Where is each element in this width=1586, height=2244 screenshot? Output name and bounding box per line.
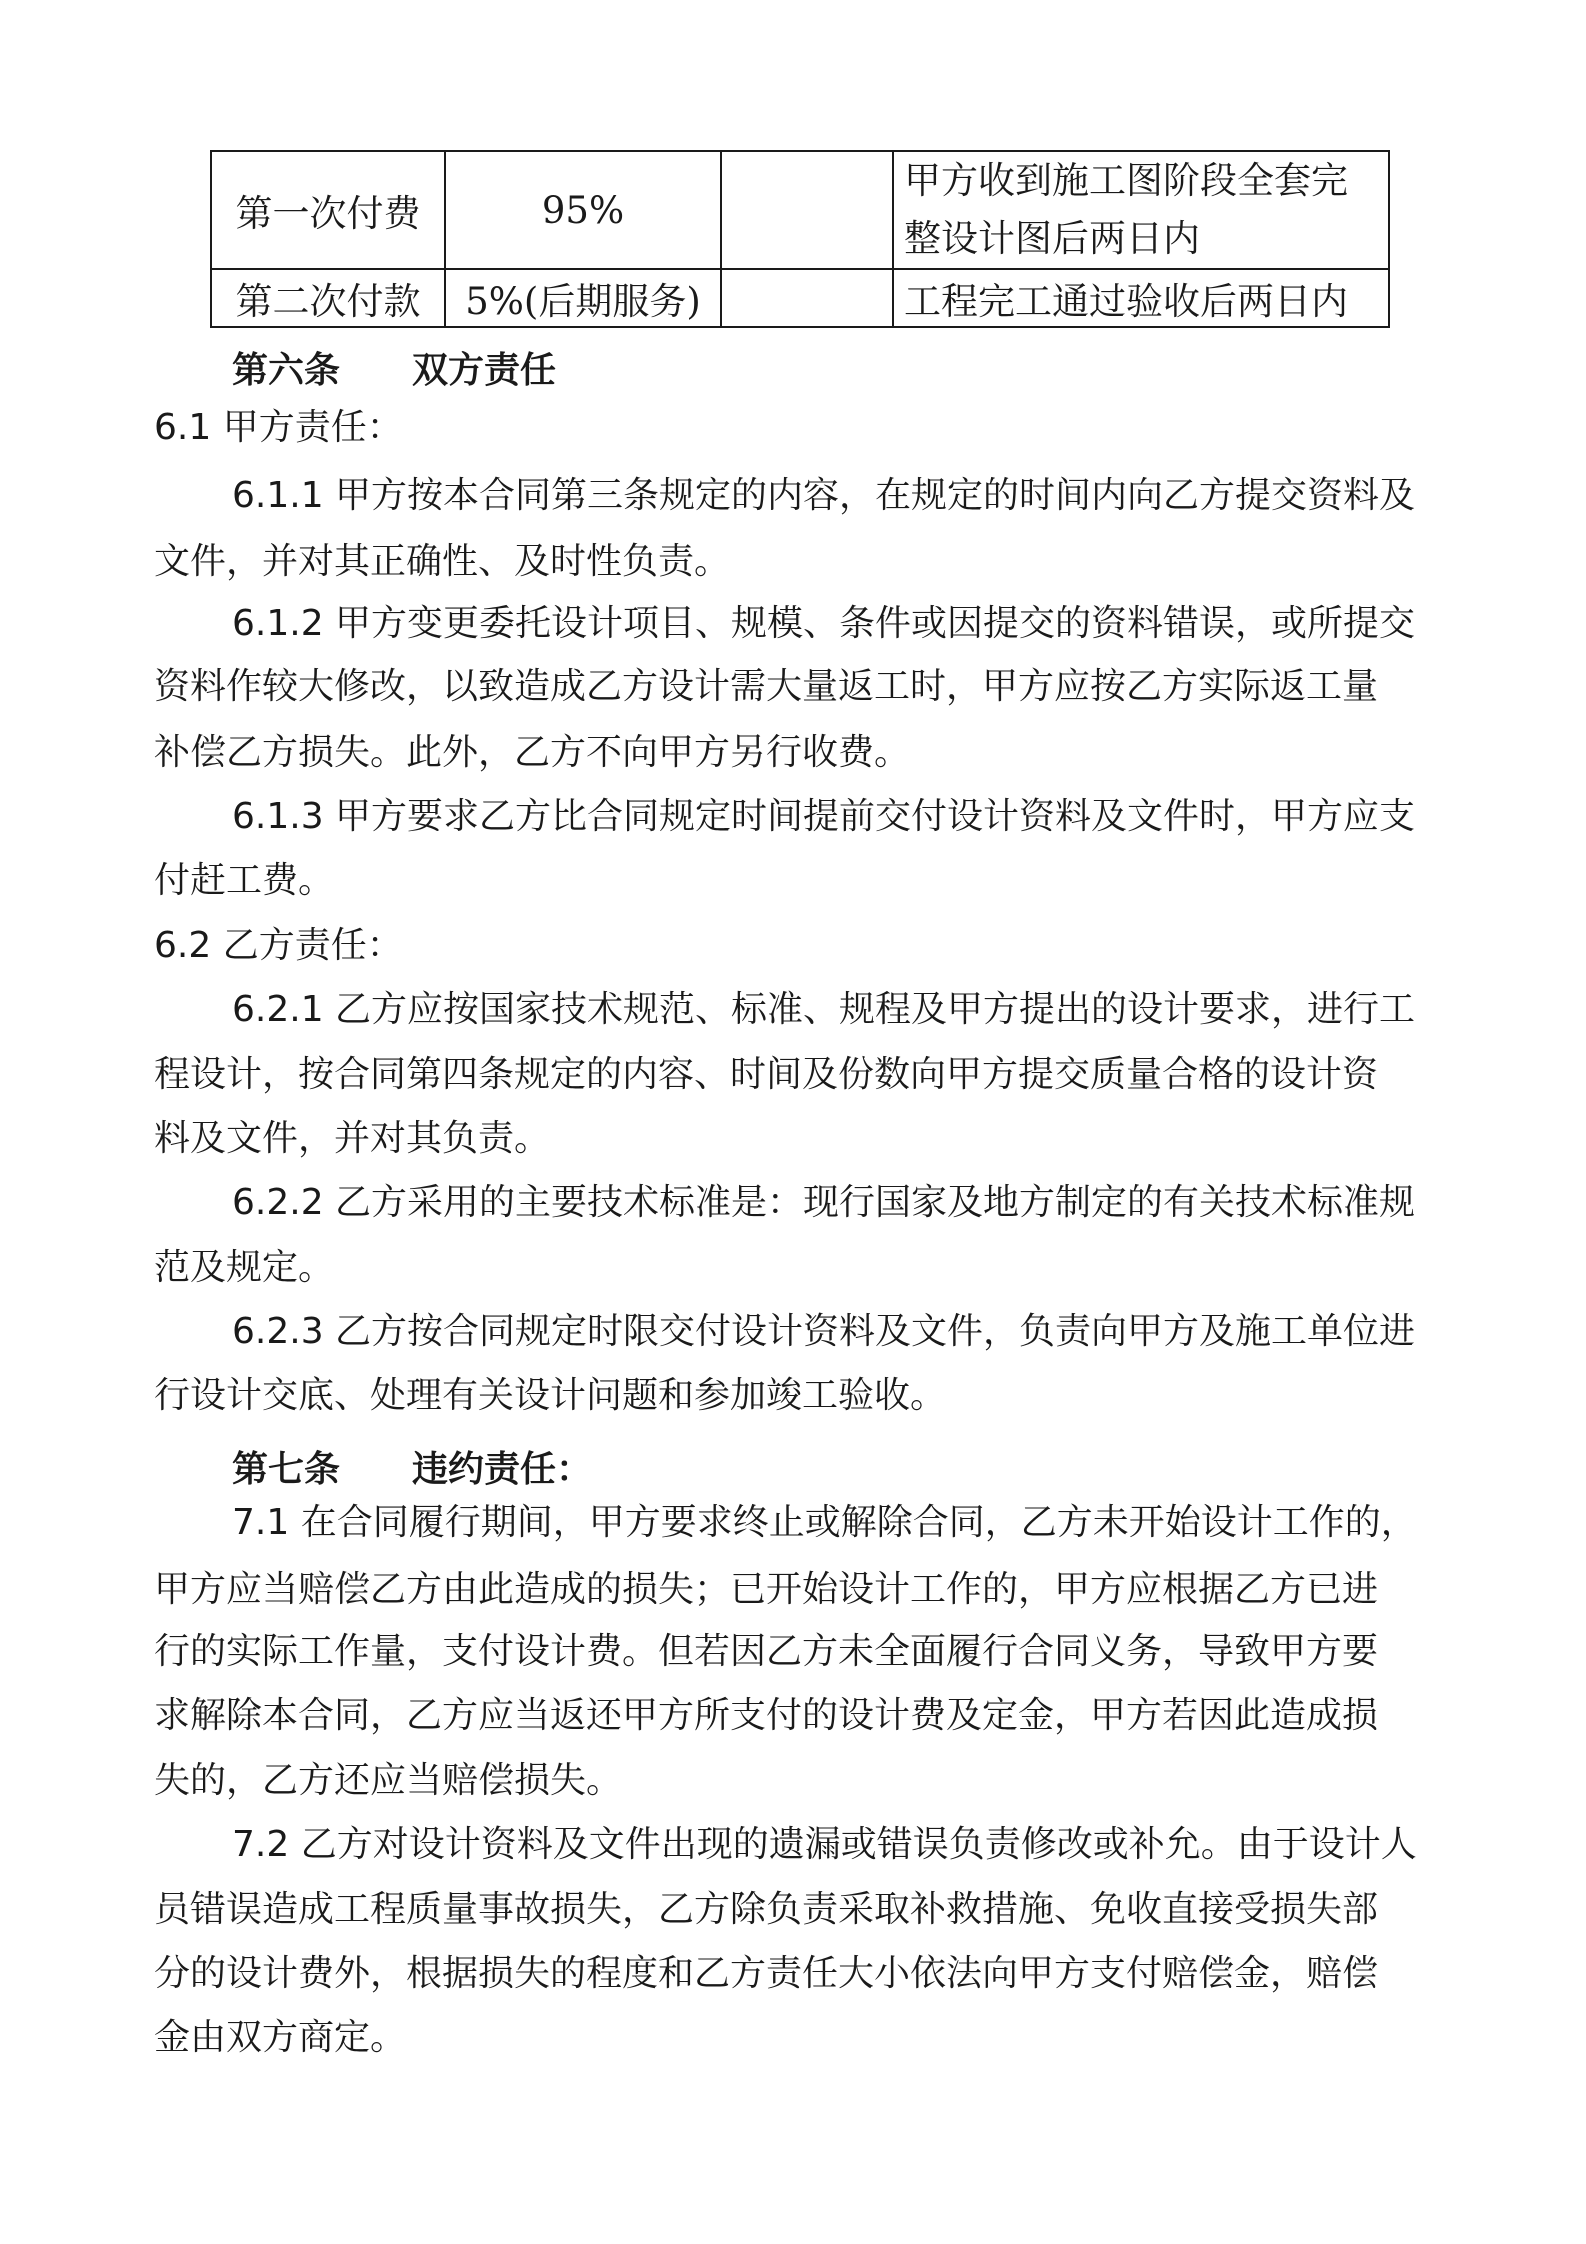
paragraph-line: 分的设计费外，根据损失的程度和乙方责任大小依法向甲方支付赔偿金，赔偿 <box>154 1953 1379 1994</box>
paragraph-line: 行设计交底、处理有关设计问题和参加竣工验收。 <box>154 1375 947 1416</box>
stage-cell: 第二次付款 <box>211 269 445 327</box>
ratio-cell: 5%(后期服务) <box>445 269 721 327</box>
paragraph-line: 程设计，按合同第四条规定的内容、时间及份数向甲方提交质量合格的设计资 <box>154 1054 1379 1095</box>
section-6-1-heading: 6.1 甲方责任： <box>154 407 403 448</box>
paragraph-line: 行的实际工作量，支付设计费。但若因乙方未全面履行合同义务，导致甲方要 <box>154 1631 1379 1672</box>
paragraph-line: 甲方应当赔偿乙方由此造成的损失；已开始设计工作的，甲方应根据乙方已进 <box>154 1569 1379 1610</box>
article-6-heading: 第六条 双方责任 <box>232 350 557 391</box>
paragraph-line: 文件，并对其正确性、及时性负责。 <box>154 541 731 582</box>
timing-cell: 工程完工通过验收后两日内 <box>893 269 1389 327</box>
table-row <box>211 269 1389 327</box>
paragraph-line: 失的，乙方还应当赔偿损失。 <box>154 1760 623 1801</box>
paragraph-line: 7.2 乙方对设计资料及文件出现的遗漏或错误负责修改或补允。由于设计人 <box>232 1824 1417 1865</box>
paragraph-line: 料及文件，并对其负责。 <box>154 1118 551 1159</box>
amount-cell <box>721 151 893 269</box>
paragraph-line: 7.1 在合同履行期间，甲方要求终止或解除合同，乙方未开始设计工作的， <box>232 1502 1417 1543</box>
article-7-heading: 第七条 违约责任： <box>232 1449 593 1490</box>
stage-cell: 第一次付费 <box>211 151 445 269</box>
paragraph-line: 范及规定。 <box>154 1247 335 1288</box>
paragraph-line: 付赶工费。 <box>154 860 335 901</box>
section-6-2-heading: 6.2 乙方责任： <box>154 925 403 966</box>
paragraph-line: 6.1.2 甲方变更委托设计项目、规模、条件或因提交的资料错误，或所提交 <box>232 603 1416 644</box>
paragraph-line: 6.2.1 乙方应按国家技术规范、标准、规程及甲方提出的设计要求，进行工 <box>232 989 1416 1030</box>
amount-cell <box>721 269 893 327</box>
paragraph-line: 6.2.2 乙方采用的主要技术标准是：现行国家及地方制定的有关技术标准规 <box>232 1182 1416 1223</box>
paragraph-line: 员错误造成工程质量事故损失，乙方除负责采取补救措施、免收直接受损失部 <box>154 1889 1379 1930</box>
timing-cell <box>893 151 1389 269</box>
paragraph-line: 6.2.3 乙方按合同规定时限交付设计资料及文件，负责向甲方及施工单位进 <box>232 1311 1416 1352</box>
paragraph-line: 6.1.3 甲方要求乙方比合同规定时间提前交付设计资料及文件时，甲方应支 <box>232 796 1416 837</box>
paragraph-line: 补偿乙方损失。此外，乙方不向甲方另行收费。 <box>154 732 911 773</box>
paragraph-line: 6.1.1 甲方按本合同第三条规定的内容，在规定的时间内向乙方提交资料及 <box>232 475 1416 516</box>
table-row <box>211 151 1389 269</box>
paragraph-line: 金由双方商定。 <box>154 2017 407 2058</box>
paragraph-line: 求解除本合同，乙方应当返还甲方所支付的设计费及定金，甲方若因此造成损 <box>154 1695 1379 1736</box>
payment-table <box>210 150 1390 328</box>
paragraph-line: 资料作较大修改，以致造成乙方设计需大量返工时，甲方应按乙方实际返工量 <box>154 666 1379 707</box>
ratio-cell: 95% <box>445 151 721 269</box>
timing-text: 甲方收到施工图阶段全套完整设计图后两日内 <box>904 159 1348 260</box>
